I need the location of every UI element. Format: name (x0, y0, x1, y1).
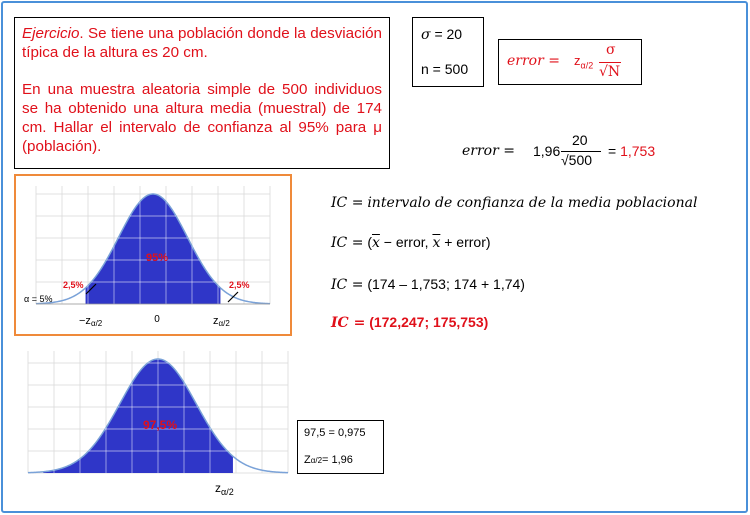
ic-definition-text: intervalo de confianza de la media poblacional (367, 195, 698, 211)
x-right-subscript: α/2 (218, 319, 230, 328)
ic-lhs: IC = (331, 235, 364, 251)
error-calc-label: error = (462, 143, 515, 159)
right-cut-mark (228, 292, 238, 302)
xbar-symbol: $\overline{x}$ (432, 235, 441, 251)
probability-line: 97,5 = 0,975 (304, 427, 366, 439)
n-line: n = 500 (421, 61, 469, 77)
z-symbol: z (574, 53, 581, 68)
normal-curve-95-svg (16, 176, 290, 334)
ic-result (331, 314, 488, 331)
z-symbol: Z (304, 454, 311, 466)
x-label (215, 481, 234, 497)
normal-curve-95-chart (14, 174, 292, 336)
cumulative-area (43, 359, 233, 473)
minus-error: − error, (379, 234, 433, 250)
alpha-label: α = 5% (24, 294, 53, 304)
ic-lhs: IC = (331, 195, 364, 211)
problem-paragraph-1 (22, 24, 382, 62)
right-tail-label: 2,5% (229, 280, 250, 290)
x-right-symbol: z (213, 315, 219, 327)
data-box (412, 17, 484, 87)
plus-error: + error) (440, 234, 491, 250)
error-calc-coef: 1,96 (533, 143, 561, 159)
error-calc-result: 1,753 (620, 143, 656, 159)
ic-lhs: IC = (331, 277, 364, 293)
ic-substitution-text: (174 – 1,753; 174 + 1,74) (367, 276, 525, 292)
error-formula-z (574, 53, 593, 71)
x-left-label (79, 315, 103, 328)
error-calc-result-wrap (608, 143, 655, 159)
center-percent-label: 97,5% (142, 418, 178, 432)
ic-result-text: (172,247; 175,753) (369, 314, 489, 330)
error-formula-numerator: σ (606, 42, 616, 58)
left-tail-label: 2,5% (63, 280, 84, 290)
x-symbol: z (215, 481, 221, 495)
error-calc-numerator: 20 (572, 132, 588, 148)
center-percent-label: 95% (145, 252, 169, 264)
error-formula-denominator: √N (599, 64, 621, 80)
x-left-symbol: −z (79, 315, 91, 327)
problem-title: Ejercicio (22, 25, 80, 42)
equals-sign: = (608, 143, 617, 159)
error-formula-box (498, 39, 642, 85)
z-subscript: α/2 (310, 456, 323, 465)
xbar-symbol: $\overline{x}$ (372, 235, 380, 251)
z-subscript: α/2 (580, 60, 594, 71)
x-center-label: 0 (154, 314, 160, 325)
problem-statement (14, 17, 390, 169)
sigma-line (421, 24, 483, 45)
sigma-value: = 20 (434, 26, 463, 42)
x-right-label (213, 315, 230, 328)
normal-curve-975-svg (20, 345, 292, 510)
open-paren: ( (367, 234, 372, 250)
x-subscript: α/2 (221, 487, 234, 497)
sigma-symbol: σ (421, 27, 431, 43)
ic-lhs: IC = (331, 315, 366, 331)
problem-p1-text: . Se tiene una población donde la desviación típica de la altura es 20 cm. (22, 25, 382, 61)
error-calc-denominator: √500 (561, 152, 593, 168)
ic-formula (331, 234, 491, 251)
x-left-subscript: α/2 (90, 319, 103, 328)
normal-curve-975-chart (20, 345, 292, 510)
z-value-line (304, 453, 377, 468)
error-formula-label: error = (507, 53, 560, 69)
ic-substitution (331, 276, 525, 293)
fraction-bar (599, 62, 621, 63)
ic-definition (331, 194, 697, 211)
z-value: = 1,96 (322, 454, 353, 466)
problem-paragraph-2: En una muestra aleatoria simple de 500 individuos se ha obtenido una altura media (muestral) de 174 cm. Hallar el intervalo de confianza al 95% para μ (población). (22, 81, 382, 155)
z-value-box (297, 420, 384, 474)
central-area (86, 194, 221, 304)
